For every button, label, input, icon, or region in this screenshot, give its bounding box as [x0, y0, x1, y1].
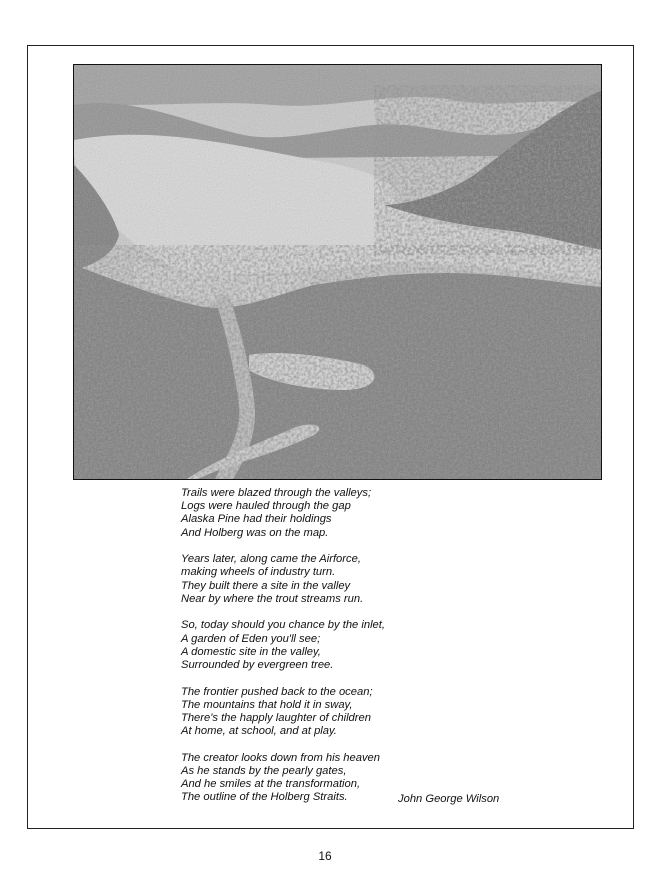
poem-line: A garden of Eden you'll see;	[181, 632, 321, 645]
poem-line: At home, at school, and at play.	[181, 725, 337, 738]
poem-line: A domestic site in the valley,	[181, 645, 321, 658]
aerial-photo-inlet	[73, 64, 602, 480]
stanza	[181, 619, 541, 672]
poem-line: And Holberg was on the map.	[181, 526, 329, 539]
poem-line: As he stands by the pearly gates,	[181, 765, 347, 778]
poem-author: John George Wilson	[398, 793, 500, 805]
poem-line: The mountains that hold it in sway,	[181, 698, 353, 711]
stanza	[181, 487, 541, 540]
poem-line: And he smiles at the transformation,	[181, 778, 361, 791]
poem-line: There's the happly laughter of children	[181, 712, 371, 725]
poem-line: The outline of the Holberg Straits.	[181, 791, 348, 804]
poem-line: Years later, along came the Airforce,	[181, 553, 361, 566]
poem-line: The creator looks down from his heaven	[181, 751, 380, 764]
stanza	[181, 686, 541, 739]
page-number: 16	[318, 849, 332, 863]
poem-line: Alaska Pine had their holdings	[181, 513, 332, 526]
poem-line: Logs were hauled through the gap	[181, 500, 351, 513]
poem-line: So, today should you chance by the inlet,	[181, 619, 385, 632]
stanza	[181, 553, 541, 606]
poem	[181, 487, 541, 818]
landscape-illustration	[74, 65, 602, 480]
poem-line: Surrounded by evergreen tree.	[181, 659, 334, 672]
poem-line: The frontier pushed back to the ocean;	[181, 685, 373, 698]
poem-line: Trails were blazed through the valleys;	[181, 487, 372, 499]
poem-line: making wheels of industry turn.	[181, 566, 336, 579]
poem-line: They built there a site in the valley	[181, 579, 351, 592]
poem-line: Near by where the trout streams run.	[181, 592, 364, 605]
